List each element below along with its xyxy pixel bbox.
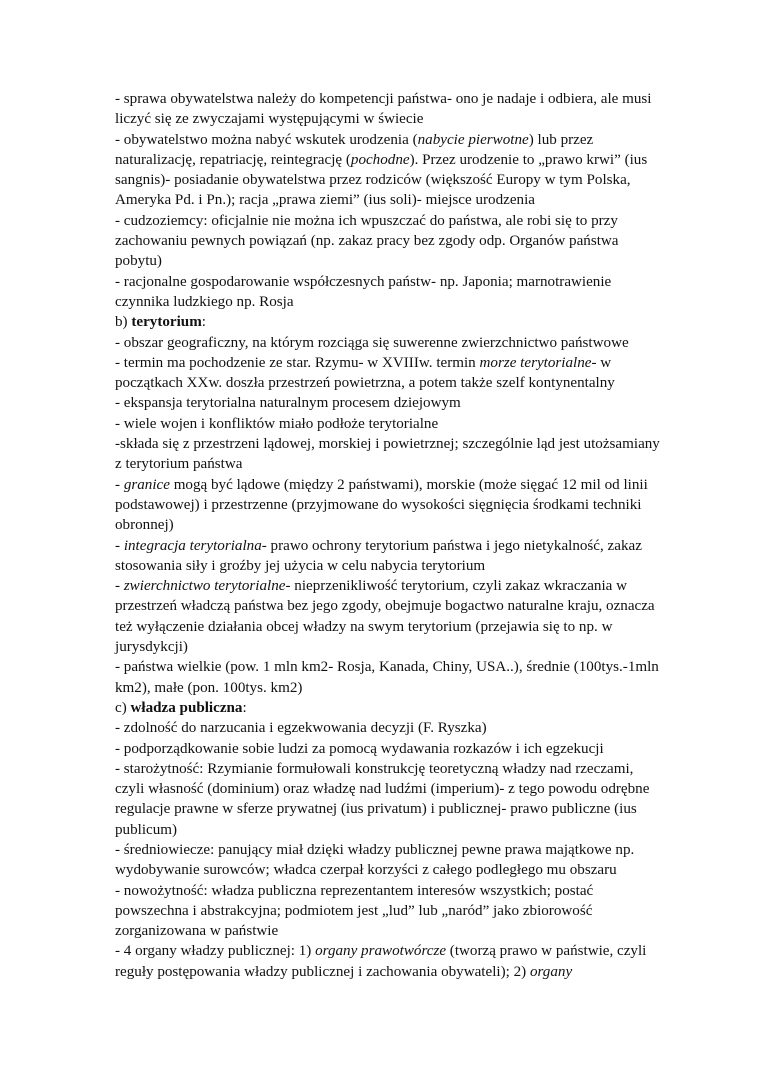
section-heading: władza publiczna	[130, 699, 243, 716]
text-run: stosowania siły i groźby jej użycia w celu nabycia terytorium	[115, 557, 486, 574]
text-run: -	[115, 537, 124, 554]
text-run: c)	[115, 699, 131, 716]
text-run: pobytu)	[115, 253, 162, 270]
text-line	[115, 860, 655, 880]
text-run: - zdolność do narzucania i egzekwowania decyzji (F. Ryszka)	[115, 720, 487, 737]
text-line	[115, 130, 655, 150]
text-line	[115, 170, 655, 190]
text-line	[115, 779, 655, 799]
text-run: z terytorium państwa	[115, 456, 243, 473]
italic-term: granice	[123, 476, 170, 493]
text-line	[115, 657, 659, 677]
text-line	[115, 353, 655, 373]
text-run: też wyłączenie działania obcej władzy na swym terytorium (przejawia się to np. w	[115, 618, 613, 635]
text-run: reguły postępowania władzy publicznej i zachowania obywateli); 2)	[115, 963, 530, 980]
text-line	[115, 637, 655, 657]
text-line	[115, 434, 660, 454]
text-line	[115, 515, 655, 535]
italic-term: zwierchnictwo terytorialne	[123, 578, 286, 595]
text-line	[115, 840, 655, 860]
text-line	[115, 901, 655, 921]
text-run: jurysdykcji)	[115, 639, 188, 656]
text-line	[115, 941, 655, 961]
text-run: ) lub przez	[528, 131, 594, 148]
text-line	[115, 596, 655, 616]
italic-term: integracja terytorialna	[123, 537, 262, 554]
text-run: -	[115, 476, 124, 493]
italic-term: nabycie pierwotne	[417, 131, 529, 148]
text-run: mogą być lądowe (między 2 państwami), morskie (może sięgać 12 mil od linii	[169, 476, 648, 493]
text-line	[115, 617, 655, 637]
text-line	[115, 739, 655, 759]
text-run: :	[242, 699, 247, 716]
text-run: - średniowiecze: panujący miał dzięki władzy publicznej pewne prawa majątkowe np.	[115, 841, 635, 858]
text-line	[115, 678, 655, 698]
text-run: publicum)	[115, 821, 178, 838]
text-line	[115, 759, 655, 779]
text-run: - podporządkowanie sobie ludzi za pomocą wydawania rozkazów i ich egzekucji	[115, 740, 604, 757]
text-line	[115, 89, 655, 109]
text-run: - ekspansja terytorialna naturalnym procesem dziejowym	[115, 395, 461, 412]
text-line	[115, 414, 655, 434]
italic-term: organy prawotwórcze	[315, 943, 447, 960]
italic-term: organy	[529, 963, 573, 980]
text-run: czyli własność (dominium) oraz władzę nad ludźmi (imperium)- z tego powodu odrębne	[115, 781, 650, 798]
text-run: - obywatelstwo można nabyć wskutek urodzenia (	[115, 131, 418, 148]
text-line	[115, 109, 655, 129]
text-run: - wiele wojen i konfliktów miało podłoże terytorialne	[115, 415, 439, 432]
text-run: przestrzeń władczą państwa bez jego zgody, obejmuje bogactwo naturalne kraju, oznacza	[115, 598, 655, 615]
text-run: liczyć się ze zwyczajami występującymi w świecie	[115, 111, 424, 128]
text-line	[115, 881, 655, 901]
text-line	[115, 921, 655, 941]
text-run: podstawowej) i przestrzenne (przyjmowane do wysokości sięgnięcia środkami techniki	[115, 496, 642, 513]
text-line	[115, 312, 655, 332]
text-line	[115, 454, 655, 474]
text-run: - państwa wielkie (pow. 1 mln km2- Rosja, Kanada, Chiny, USA..), średnie (100tys.-1mln	[115, 659, 659, 676]
document-body	[115, 89, 660, 982]
text-line	[115, 373, 655, 393]
text-run: (tworzą prawo w państwie, czyli	[446, 943, 647, 960]
text-run: początkach XXw. doszła przestrzeń powietrzna, a potem także szelf kontynentalny	[115, 375, 615, 392]
text-run: - starożytność: Rzymianie formułowali konstrukcję teoretyczną władzy nad rzeczami,	[115, 760, 634, 777]
text-line	[115, 962, 655, 982]
text-line	[115, 475, 655, 495]
text-run: - sprawa obywatelstwa należy do kompetencji państwa- ono je nadaje i odbiera, ale musi	[115, 91, 652, 107]
text-run: naturalizację, repatriację, reintegrację (	[115, 151, 351, 168]
text-run: km2), małe (pon. 100tys. km2)	[115, 679, 303, 696]
text-run: b)	[115, 314, 132, 331]
text-line	[115, 718, 655, 738]
text-line	[115, 495, 655, 515]
text-line	[115, 190, 655, 210]
text-run: obronnej)	[115, 517, 174, 534]
text-line	[115, 272, 655, 292]
text-line	[115, 820, 655, 840]
text-run: zachowaniu pewnych powiązań (np. zakaz pracy bez zgody odp. Organów państwa	[115, 233, 619, 250]
text-line	[115, 799, 655, 819]
text-run: powszechna i abstrakcyjna; podmiotem jest „lud” lub „naród” jako zbiorowość	[115, 902, 593, 919]
text-line	[115, 231, 655, 251]
italic-term: morze terytorialne	[479, 354, 592, 371]
text-line	[115, 211, 655, 231]
text-run: - obszar geograficzny, na którym rozciąga się suwerenne zwierzchnictwo państwowe	[115, 334, 629, 351]
text-line	[115, 292, 655, 312]
text-run: -	[115, 578, 124, 595]
text-line	[115, 576, 655, 596]
text-run: -składa się z przestrzeni lądowej, morskiej i powietrznej; szczególnie ląd jest utożsamiany	[115, 436, 660, 453]
text-run: regulacje prawne w sferze prywatnej (ius privatum) i publicznej- prawo publiczne (ius	[115, 801, 637, 818]
text-run: wydobywanie surowców; władca czerpał korzyści z całego podległego mu obszaru	[115, 862, 617, 879]
text-run: :	[201, 314, 206, 331]
text-run: - prawo ochrony terytorium państwa i jego nietykalność, zakaz	[261, 537, 642, 554]
text-run: - nieprzenikliwość terytorium, czyli zakaz wkraczania w	[285, 578, 628, 595]
text-line	[115, 536, 655, 556]
text-run: - 4 organy władzy publicznej: 1)	[115, 943, 316, 960]
text-run: - cudzoziemcy: oficjalnie nie można ich wpuszczać do państwa, ale robi się to przy	[115, 212, 618, 229]
section-heading: terytorium	[131, 314, 202, 331]
text-run: - racjonalne gospodarowanie współczesnych państw- np. Japonia; marnotrawienie	[115, 273, 612, 290]
text-line	[115, 150, 655, 170]
text-run: Ameryka Pd. i Pn.); racja „prawa ziemi” (ius soli)- miejsce urodzenia	[115, 192, 535, 209]
text-run: ). Przez urodzenie to „prawo krwi” (ius	[409, 151, 648, 168]
text-run: - termin ma pochodzenie ze star. Rzymu- w XVIIIw. termin	[115, 354, 480, 371]
text-line	[115, 698, 655, 718]
text-run: - w	[591, 354, 612, 371]
italic-term: pochodne	[350, 151, 410, 168]
text-line	[115, 556, 655, 576]
text-line	[115, 251, 655, 271]
text-run: - nowożytność: władza publiczna reprezentantem interesów wszystkich; postać	[115, 882, 594, 899]
text-run: zorganizowana w państwie	[115, 923, 279, 940]
text-run: czynnika ludzkiego np. Rosja	[115, 293, 294, 310]
text-line	[115, 393, 655, 413]
text-line	[115, 333, 655, 353]
text-run: sangnis)- posiadanie obywatelstwa przez rodziców (większość Europy w tym Polska,	[115, 172, 631, 189]
